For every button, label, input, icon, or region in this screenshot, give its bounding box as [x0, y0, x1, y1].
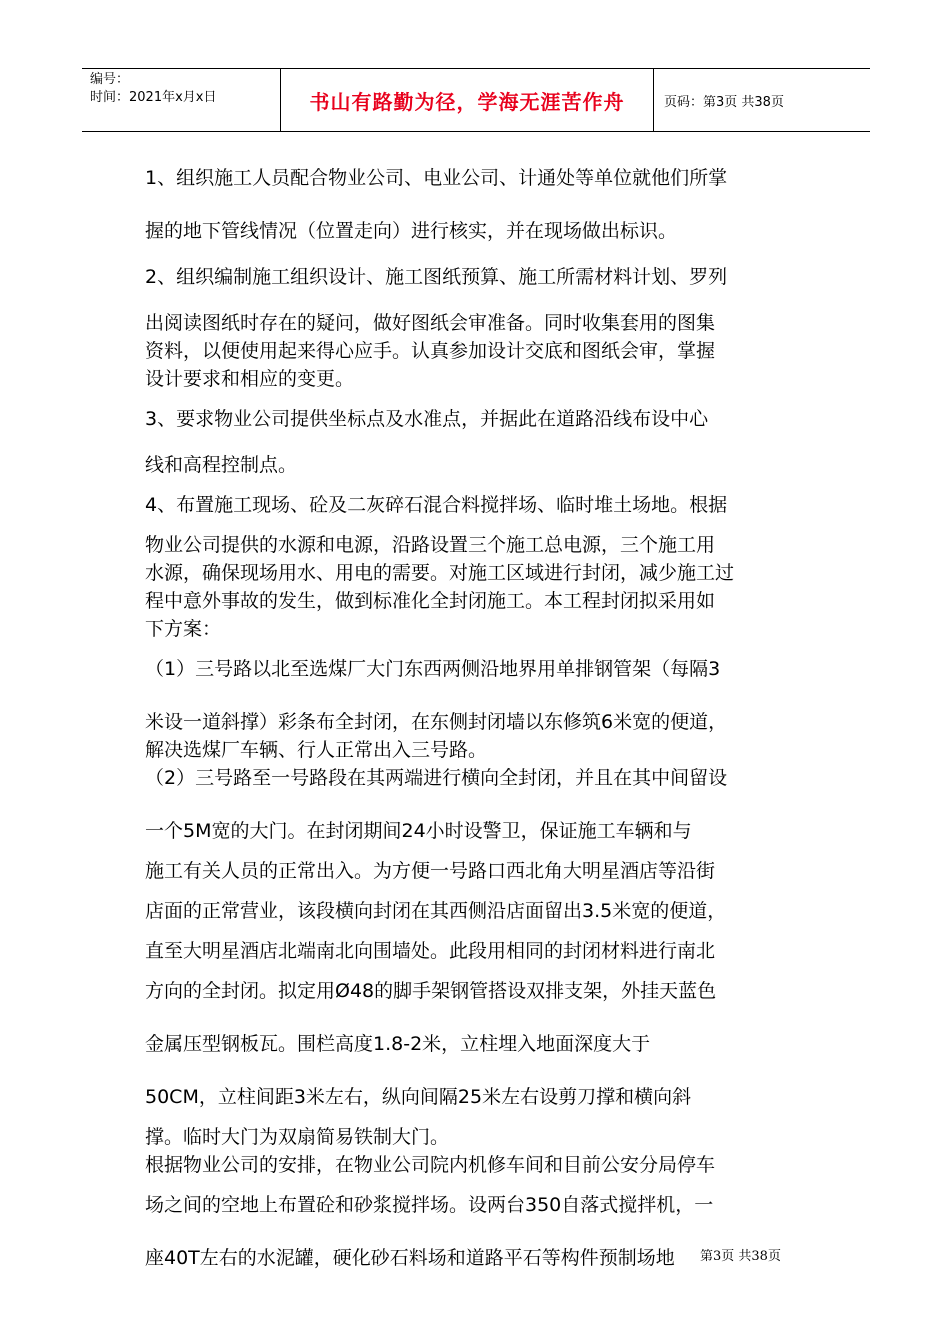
- page-footer: [700, 1245, 781, 1264]
- body-line: （2）三号路至一号路段在其两端进行横向全封闭，并且在其中间留设: [145, 767, 728, 789]
- body-line: 根据物业公司的安排，在物业公司院内机修车间和目前公安分局停车: [145, 1154, 716, 1176]
- header-page-cell: [654, 69, 870, 131]
- body-line: 握的地下管线情况（位置走向）进行核实，并在现场做出标识。: [145, 220, 678, 242]
- body-line: 1、组织施工人员配合物业公司、电业公司、计通处等单位就他们所掌: [145, 167, 728, 189]
- body-line: 座40T左右的水泥罐，硬化砂石料场和道路平石等构件预制场地: [145, 1247, 675, 1269]
- body-line: 设计要求和相应的变更。: [145, 368, 355, 390]
- body-line: 程中意外事故的发生，做到标准化全封闭施工。本工程封闭拟采用如: [145, 590, 716, 612]
- body-line: 店面的正常营业，该段横向封闭在其西侧沿店面留出3.5米宽的便道，: [145, 900, 727, 922]
- header-meta-cell: [82, 69, 281, 131]
- body-line: 物业公司提供的水源和电源，沿路设置三个施工总电源，三个施工用: [145, 534, 716, 556]
- header-motto: 书山有路勤为径，学海无涯苦作舟: [309, 89, 625, 114]
- body-line: 直至大明星酒店北端南北向围墙处。此段用相同的封闭材料进行南北: [145, 940, 716, 962]
- header-page-label: 页码：第3页 共38页: [664, 94, 784, 110]
- body-line: 米设一道斜撑）彩条布全封闭，在东侧封闭墙以东修筑6米宽的便道，: [145, 711, 728, 733]
- body-line: 3、要求物业公司提供坐标点及水准点，并据此在道路沿线布设中心: [145, 408, 709, 430]
- body-line: 施工有关人员的正常出入。为方便一号路口西北角大明星酒店等沿街: [145, 860, 716, 882]
- body-line: 水源，确保现场用水、用电的需要。对施工区域进行封闭，减少施工过: [145, 562, 735, 584]
- body-line: 下方案：: [145, 618, 222, 640]
- document-body: [145, 164, 825, 1272]
- body-line: （1）三号路以北至选煤厂大门东西两侧沿地界用单排钢管架（每隔3: [145, 658, 721, 680]
- body-line: 方向的全封闭。拟定用Ø48的脚手架钢管搭设双排支架，外挂天蓝色: [145, 980, 717, 1002]
- body-line: 50CM，立柱间距3米左右，纵向间隔25米左右设剪刀撑和横向斜: [145, 1086, 692, 1108]
- body-line: 场之间的空地上布置砼和砂浆搅拌场。设两台350自落式搅拌机，一: [145, 1194, 714, 1216]
- footer-page-number: 第3页 共38页: [700, 1249, 781, 1264]
- body-line: 2、组织编制施工组织设计、施工图纸预算、施工所需材料计划、罗列: [145, 266, 728, 288]
- body-line: 出阅读图纸时存在的疑问，做好图纸会审准备。同时收集套用的图集: [145, 312, 716, 334]
- body-line: 解决选煤厂车辆、行人正常出入三号路。: [145, 739, 488, 761]
- body-line: 资料，以便使用起来得心应手。认真参加设计交底和图纸会审，掌握: [145, 340, 716, 362]
- document-time-label: 时间：2021年x月x日: [90, 90, 217, 105]
- header-motto-cell: [281, 69, 654, 131]
- body-line: 撑。临时大门为双扇简易铁制大门。: [145, 1126, 450, 1148]
- document-number-label: 编号：: [90, 72, 130, 87]
- body-line: 金属压型钢板瓦。围栏高度1.8-2米，立柱埋入地面深度大于: [145, 1033, 651, 1055]
- header-table: [82, 68, 870, 132]
- body-line: 线和高程控制点。: [145, 454, 298, 476]
- body-line: 一个5M宽的大门。在封闭期间24小时设警卫，保证施工车辆和与: [145, 820, 692, 842]
- body-line: 4、布置施工现场、砼及二灰碎石混合料搅拌场、临时堆土场地。根据: [145, 494, 728, 516]
